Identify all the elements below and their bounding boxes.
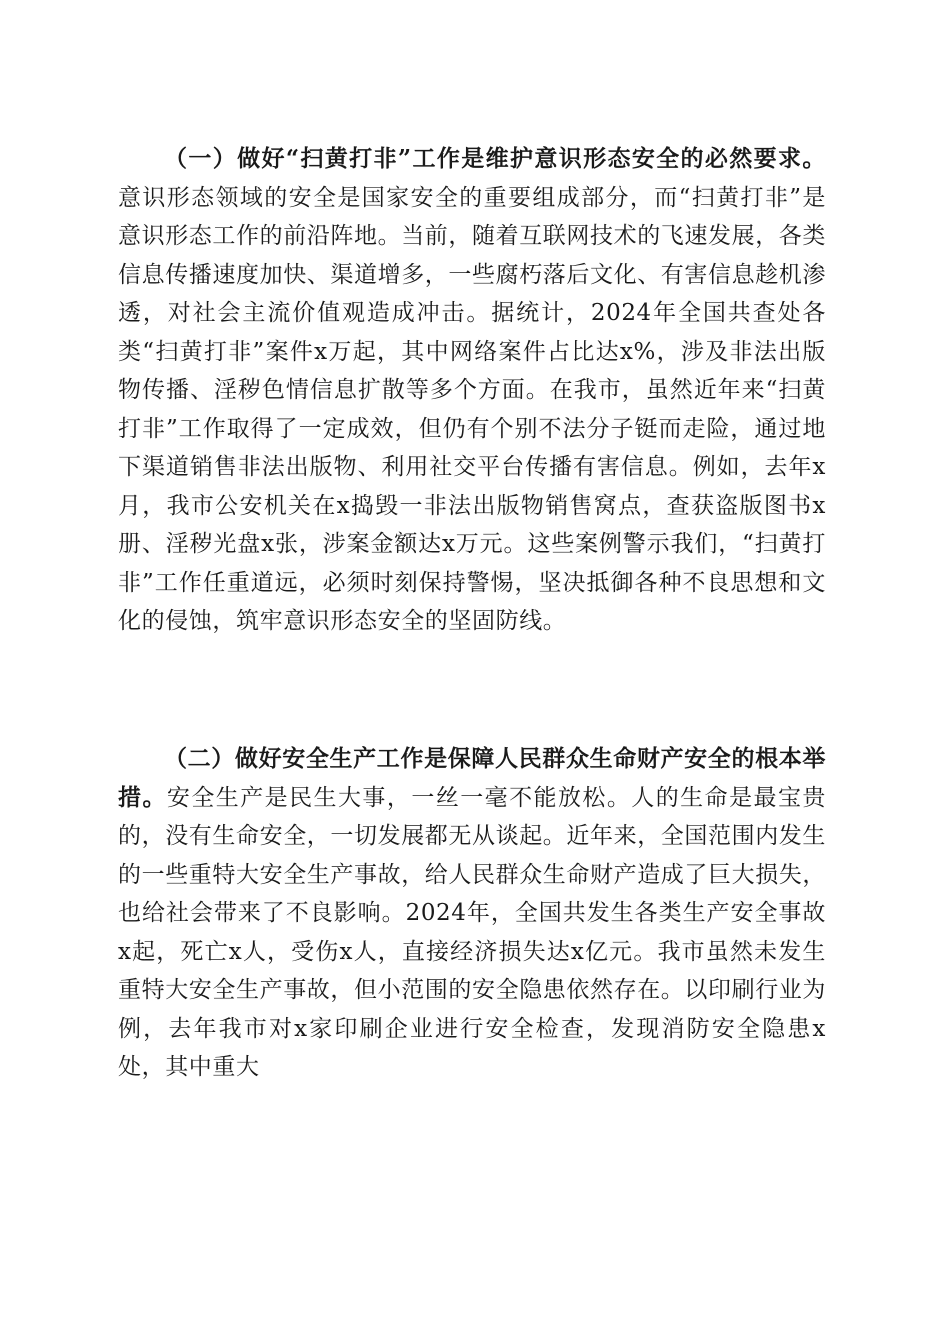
paragraph-block-1 — [118, 140, 826, 641]
paragraph-block-2 — [118, 740, 826, 1087]
paragraph-2-heading: （二）做好安全生产工作是保障人民群众生命财产安全的根本举措。 — [118, 745, 826, 811]
paragraph-2-body: 安全生产是民生大事，一丝一毫不能放松。人的生命是最宝贵的，没有生命安全，一切发展都无从谈起。近年来，全国范围内发生的一些重特大安全生产事故，给人民群众生命财产造成了巨大损失，也给社会带来了不良影响。2024年，全国共发生各类生产安全事故x起，死亡x人，受伤x人，直接经济损失达x亿元。我市虽然未发生重特大安全生产事故，但小范围的安全隐患依然存在。以印刷行业为例，去年我市对x家印刷企业进行安全检查，发现消防安全隐患x处，其中重大 — [118, 784, 826, 1080]
paragraph-1-body: 意识形态领域的安全是国家安全的重要组成部分，而“扫黄打非”是意识形态工作的前沿阵地。当前，随着互联网技术的飞速发展，各类信息传播速度加快、渠道增多，一些腐朽落后文化、有害信息趁机渗透，对社会主流价值观造成冲击。据统计，2024年全国共查处各类“扫黄打非”案件x万起，其中网络案件占比达x%，涉及非法出版物传播、淫秽色情信息扩散等多个方面。在我市，虽然近年来“扫黄打非”工作取得了一定成效，但仍有个别不法分子铤而走险，通过地下渠道销售非法出版物、利用社交平台传播有害信息。例如，去年x月，我市公安机关在x捣毁一非法出版物销售窝点，查获盗版图书x册、淫秽光盘x张，涉案金额达x万元。这些案例警示我们，“扫黄打非”工作任重道远，必须时刻保持警惕，坚决抵御各种不良思想和文化的侵蚀，筑牢意识形态安全的坚固防线。 — [118, 184, 826, 634]
paragraph-2 — [118, 740, 826, 1087]
paragraph-1-heading: （一）做好“扫黄打非”工作是维护意识形态安全的必然要求。 — [164, 145, 826, 172]
paragraph-1 — [118, 140, 826, 641]
